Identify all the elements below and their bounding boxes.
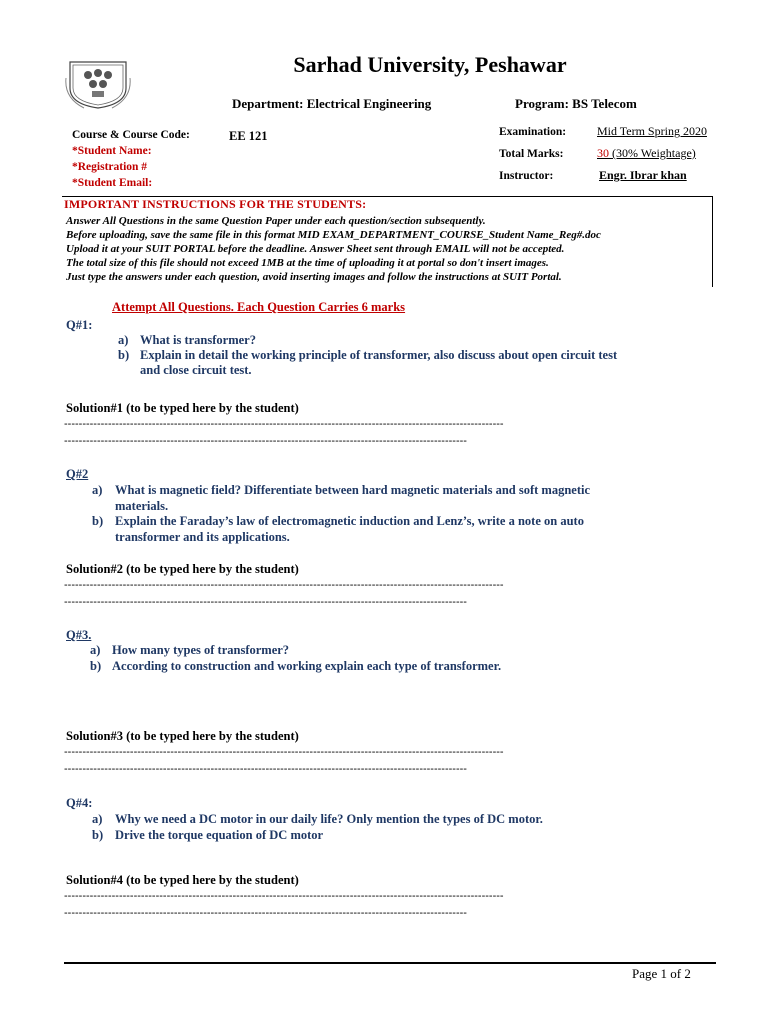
- question-item: How many types of transformer?: [112, 643, 290, 657]
- answer-line[interactable]: ------------------------------------------------------------------------------------------------------------------------: [64, 746, 504, 758]
- instructor-label: Instructor:: [499, 170, 554, 182]
- instruction-line: Answer All Questions in the same Question Paper under each question/section subsequently.: [66, 215, 486, 227]
- answer-line[interactable]: --------------------------------------------------------------------------------------------------------------: [64, 763, 467, 775]
- instruction-line: Just type the answers under each question, avoid inserting images and follow the instructions at SUIT Portal.: [66, 271, 562, 283]
- attempt-all-note: Attempt All Questions. Each Question Carries 6 marks: [112, 300, 406, 314]
- question-item: Explain the Faraday’s law of electromagnetic induction and Lenz’s, write a note on auto: [115, 514, 584, 528]
- student-email-label: *Student Email:: [72, 177, 153, 189]
- instructions-title: IMPORTANT INSTRUCTIONS FOR THE STUDENTS:: [64, 197, 367, 211]
- marks-number: 30: [597, 146, 609, 160]
- instruction-line: Before uploading, save the same file in this format MID EXAM_DEPARTMENT_COURSE_Student Name_Reg#.doc: [66, 229, 601, 241]
- examination-value: Mid Term Spring 2020: [597, 124, 707, 138]
- total-marks-label: Total Marks:: [499, 148, 564, 160]
- instruction-line: The total size of this file should not exceed 1MB at the time of uploading it at portal so don't insert images.: [66, 257, 549, 269]
- answer-line[interactable]: ------------------------------------------------------------------------------------------------------------------------: [64, 890, 504, 902]
- item-marker: b): [92, 828, 104, 842]
- item-marker: a): [92, 483, 103, 497]
- question-label: Q#4:: [66, 796, 93, 810]
- question-label: Q#2: [66, 467, 89, 481]
- item-marker: a): [92, 812, 103, 826]
- question-label: Q#3.: [66, 628, 92, 642]
- question-item: Explain in detail the working principle of transformer, also discuss about open circuit test: [140, 348, 618, 362]
- question-item-cont: and close circuit test.: [140, 363, 252, 377]
- course-label: Course & Course Code:: [72, 129, 190, 141]
- item-marker: b): [90, 659, 102, 673]
- item-marker: a): [118, 333, 129, 347]
- registration-label: *Registration #: [72, 161, 148, 173]
- question-label: Q#1:: [66, 318, 93, 332]
- question-item-cont: transformer and its applications.: [115, 530, 290, 544]
- answer-line[interactable]: --------------------------------------------------------------------------------------------------------------: [64, 435, 467, 447]
- instructor-value: Engr. Ibrar khan: [599, 168, 687, 182]
- question-item: Why we need a DC motor in our daily life? Only mention the types of DC motor.: [115, 812, 543, 826]
- program-label: Program: BS Telecom: [515, 96, 637, 111]
- footer-rule: [64, 962, 716, 964]
- answer-line[interactable]: --------------------------------------------------------------------------------------------------------------: [64, 596, 467, 608]
- question-item: According to construction and working explain each type of transformer.: [112, 659, 502, 673]
- solution-heading: Solution#4 (to be typed here by the student): [66, 873, 299, 887]
- marks-weightage: (30% Weightage): [609, 146, 696, 160]
- examination-label: Examination:: [499, 126, 567, 138]
- instruction-line: Upload it at your SUIT PORTAL before the deadline. Answer Sheet sent through EMAIL will not be accepted.: [66, 243, 565, 255]
- student-name-label: *Student Name:: [72, 145, 152, 157]
- solution-heading: Solution#2 (to be typed here by the student): [66, 562, 299, 576]
- total-marks-value: [597, 146, 696, 161]
- page-title: Sarhad University, Peshawar: [293, 52, 567, 77]
- question-item: Drive the torque equation of DC motor: [115, 828, 324, 842]
- question-item: What is magnetic field? Differentiate between hard magnetic materials and soft magnetic: [115, 483, 591, 497]
- department-label: Department: Electrical Engineering: [232, 96, 432, 111]
- answer-line[interactable]: ------------------------------------------------------------------------------------------------------------------------: [64, 418, 504, 430]
- question-item-cont: materials.: [115, 499, 169, 513]
- page-number: Page 1 of 2: [632, 966, 691, 981]
- answer-line[interactable]: ------------------------------------------------------------------------------------------------------------------------: [64, 579, 504, 591]
- item-marker: b): [92, 514, 104, 528]
- question-item: What is transformer?: [140, 333, 256, 347]
- item-marker: b): [118, 348, 130, 362]
- answer-line[interactable]: --------------------------------------------------------------------------------------------------------------: [64, 907, 467, 919]
- item-marker: a): [90, 643, 101, 657]
- solution-heading: Solution#1 (to be typed here by the student): [66, 401, 299, 415]
- course-code: EE 121: [229, 129, 268, 143]
- solution-heading: Solution#3 (to be typed here by the student): [66, 729, 299, 743]
